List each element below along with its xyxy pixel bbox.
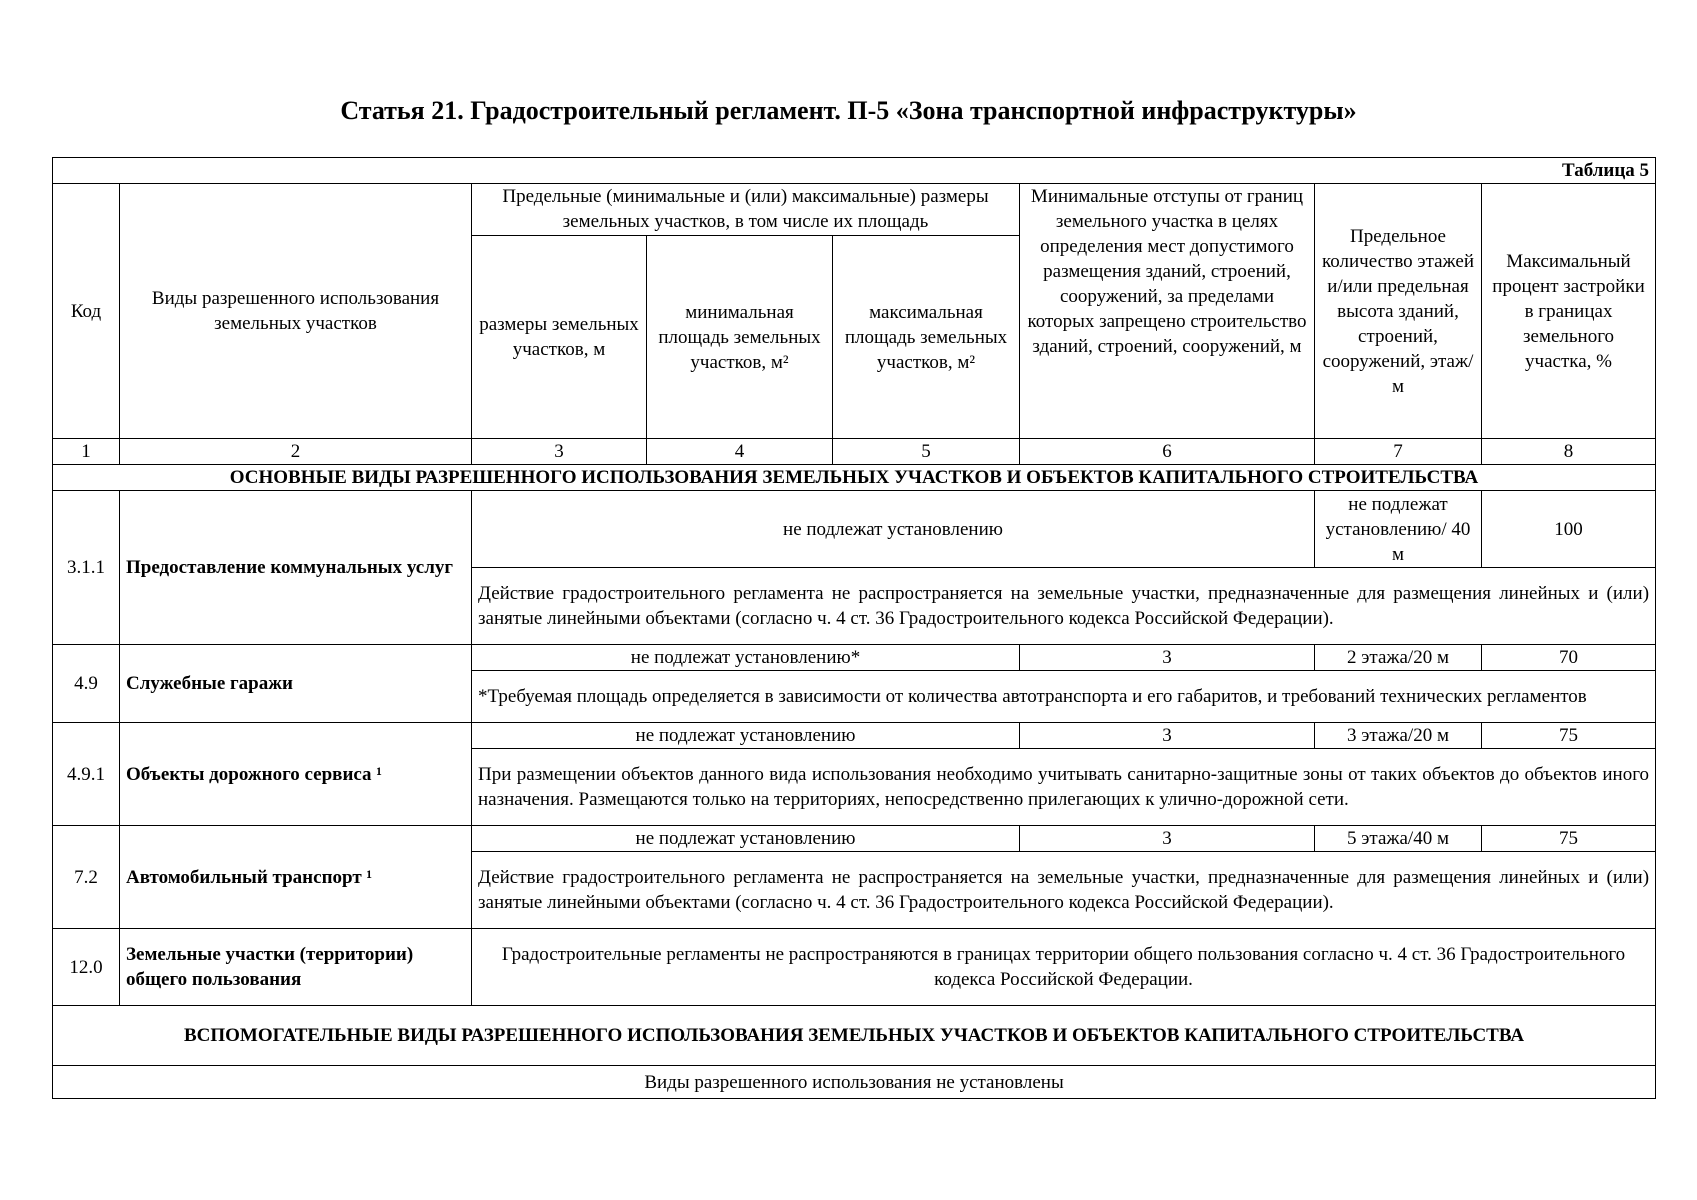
page-title: Статья 21. Градостроительный регламент. П-5 «Зона транспортной инфраструктуры» (340, 96, 1357, 125)
row-floors: 5 этажа/40 м (1315, 826, 1482, 852)
row-limits: не подлежат установлению* (472, 645, 1020, 671)
header-code: Код (53, 184, 120, 439)
table-row (53, 645, 1656, 671)
row-name: Автомобильный транспорт ¹ (120, 826, 472, 929)
header-coverage: Максимальный процент застройки в границах земельного участка, % (1482, 184, 1656, 439)
column-number: 1 (53, 439, 120, 465)
row-note: Действие градостроительного регламента не распространяется на земельные участки, предназначенные для размещения линейных и (или) занятые линейными объектами (согласно ч. 4 ст. 36 Градостроительного кодекса Российской Федерации). (472, 568, 1656, 645)
section-aux-heading: ВСПОМОГАТЕЛЬНЫЕ ВИДЫ РАЗРЕШЕННОГО ИСПОЛЬЗОВАНИЯ ЗЕМЕЛЬНЫХ УЧАСТКОВ И ОБЪЕКТОВ КАПИТАЛЬНОГО СТРОИТЕЛЬСТВА (53, 1006, 1656, 1066)
row-note: *Требуемая площадь определяется в зависимости от количества автотранспорта и его габаритов, и требований технических регламентов (472, 671, 1656, 723)
table-row (53, 929, 1656, 1006)
header-use-types: Виды разрешенного использования земельных участков (120, 184, 472, 439)
table-row (53, 826, 1656, 852)
row-name: Предоставление коммунальных услуг (120, 491, 472, 645)
column-number: 7 (1315, 439, 1482, 465)
column-number: 5 (833, 439, 1020, 465)
row-name: Служебные гаражи (120, 645, 472, 723)
table-row (53, 491, 1656, 568)
row-note: При размещении объектов данного вида использования необходимо учитывать санитарно-защитные зоны от таких объектов до объектов иного назначения. Размещаются только на территориях, непосредственно прилегающих к улично-дорожной сети. (472, 749, 1656, 826)
row-setback: 3 (1020, 826, 1315, 852)
row-note: Действие градостроительного регламента не распространяется на земельные участки, предназначенные для размещения линейных и (или) занятые линейными объектами (согласно ч. 4 ст. 36 Градостроительного кодекса Российской Федерации). (472, 852, 1656, 929)
header-min-area: минимальная площадь земельных участков, м² (647, 236, 833, 439)
header-floors: Предельное количество этажей и/или предельная высота зданий, строений, сооружений, этаж/м (1315, 184, 1482, 439)
row-coverage: 75 (1482, 826, 1656, 852)
row-name: Объекты дорожного сервиса ¹ (120, 723, 472, 826)
row-coverage: 100 (1482, 491, 1656, 568)
row-floors: не подлежат установлению/ 40 м (1315, 491, 1482, 568)
column-number: 6 (1020, 439, 1315, 465)
row-coverage: 70 (1482, 645, 1656, 671)
row-limits: не подлежат установлению (472, 723, 1020, 749)
row-code: 4.9 (53, 645, 120, 723)
row-setback: 3 (1020, 645, 1315, 671)
row-limits: не подлежат установлению (472, 491, 1315, 568)
table-caption: Таблица 5 (53, 158, 1656, 184)
row-floors: 2 этажа/20 м (1315, 645, 1482, 671)
row-code: 12.0 (53, 929, 120, 1006)
row-code: 4.9.1 (53, 723, 120, 826)
header-max-area: максимальная площадь земельных участков, м² (833, 236, 1020, 439)
regulation-table (52, 157, 1656, 1099)
row-coverage: 75 (1482, 723, 1656, 749)
column-number: 8 (1482, 439, 1656, 465)
column-number: 2 (120, 439, 472, 465)
header-setbacks: Минимальные отступы от границ земельного участка в целях определения мест допустимого размещения зданий, строений, сооружений, за пределами которых запрещено строительство зданий, строений, сооружений, м (1020, 184, 1315, 439)
column-number: 4 (647, 439, 833, 465)
row-setback: 3 (1020, 723, 1315, 749)
row-name: Земельные участки (территории) общего пользования (120, 929, 472, 1006)
row-limits: не подлежат установлению (472, 826, 1020, 852)
column-numbers-row (53, 439, 1656, 465)
table-row (53, 723, 1656, 749)
row-code: 3.1.1 (53, 491, 120, 645)
aux-note: Виды разрешенного использования не установлены (53, 1066, 1656, 1099)
row-note: Градостроительные регламенты не распространяются в границах территории общего пользования согласно ч. 4 ст. 36 Градостроительного кодекса Российской Федерации. (472, 929, 1656, 1006)
section-main-heading: ОСНОВНЫЕ ВИДЫ РАЗРЕШЕННОГО ИСПОЛЬЗОВАНИЯ ЗЕМЕЛЬНЫХ УЧАСТКОВ И ОБЪЕКТОВ КАПИТАЛЬНОГО СТРОИТЕЛЬСТВА (53, 465, 1656, 491)
column-number: 3 (472, 439, 647, 465)
row-code: 7.2 (53, 826, 120, 929)
header-plot-limits: Предельные (минимальные и (или) максимальные) размеры земельных участков, в том числе их площадь (472, 184, 1020, 236)
header-plot-size: размеры земельных участков, м (472, 236, 647, 439)
row-floors: 3 этажа/20 м (1315, 723, 1482, 749)
